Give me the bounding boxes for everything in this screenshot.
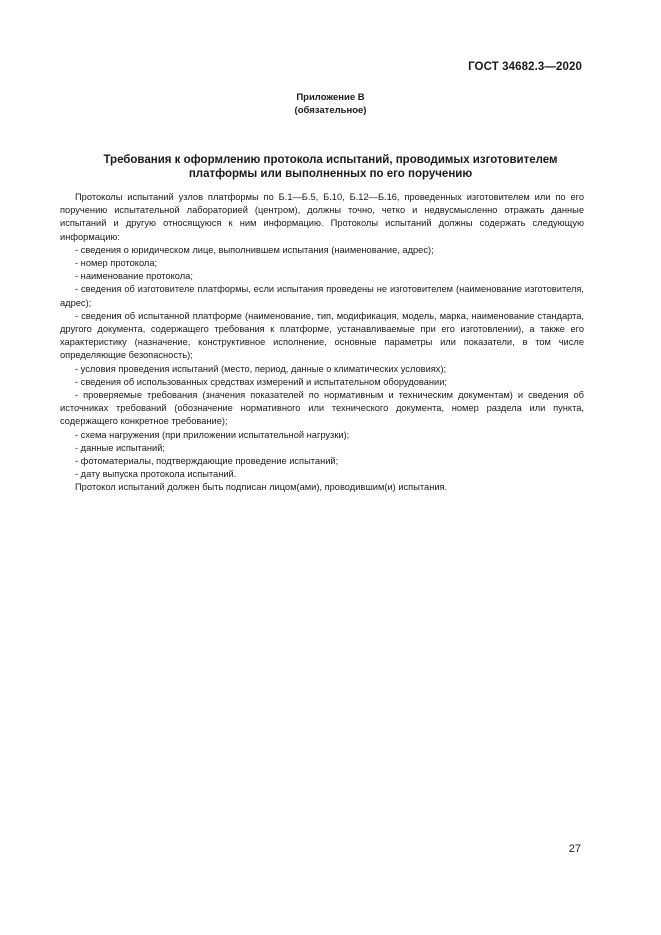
- intro-paragraph: Протоколы испытаний узлов платформы по Б.1—Б.5, Б.10, Б.12—Б.16, проведенных изготовителем или по его поручению испытательной лабораторией (центром), должны точно, четко и недвусмысленно отражать данные испытаний и другую относящуюся к ним информацию. Протоколы испытаний должны содержать следующую информацию:: [60, 192, 584, 242]
- list-item: - данные испытаний;: [75, 442, 165, 453]
- list-item: - сведения о юридическом лице, выполнившем испытания (наименование, адрес);: [75, 244, 434, 255]
- list-item: - сведения об использованных средствах измерений и испытательном оборудовании;: [75, 376, 447, 387]
- list-item: - проверяемые требования (значения показателей по нормативным и техническим документам) и сведения об источниках требований (обозначение нормативного или технического документа, номер раздела или пункта, содержащего конкретное требование);: [60, 390, 584, 427]
- list-item: - схема нагружения (при приложении испытательной нагрузки);: [75, 429, 350, 440]
- appendix-heading: [0, 91, 661, 117]
- section-title-line-1: Требования к оформлению протокола испытаний, проводимых изготовителем: [103, 154, 558, 166]
- section-title-line-2: платформы или выполненных по его поручению: [188, 168, 473, 180]
- list-item: - наименование протокола;: [75, 271, 193, 282]
- document-code: ГОСТ 34682.3—2020: [468, 61, 582, 73]
- list-item: - дату выпуска протокола испытаний.: [75, 469, 237, 480]
- appendix-status: (обязательное): [294, 105, 367, 116]
- list-item: - номер протокола;: [75, 258, 158, 269]
- list-item: - условия проведения испытаний (место, период, данные о климатических условиях);: [75, 363, 447, 374]
- body-text: [60, 191, 584, 495]
- list-item: - сведения об испытанной платформе (наименование, тип, модификация, модель, марка, наименование стандарта, другого документа, содержащего требования к платформе, устанавливаемые при его изготовлении), а также его характеристику (назначение, конструктивное исполнение, основные параметры или показатели, в том числе определяющие безопасность);: [60, 310, 584, 361]
- list-item: - сведения об изготовителе платформы, если испытания проведены не изготовителем (наименование изготовителя, адрес);: [60, 284, 584, 308]
- section-title: [60, 153, 601, 181]
- page-number: 27: [568, 843, 581, 855]
- list-item: - фотоматериалы, подтверждающие проведение испытаний;: [75, 456, 339, 467]
- appendix-label: Приложение В: [296, 92, 365, 103]
- closing-paragraph: Протокол испытаний должен быть подписан лицом(ами), проводившим(и) испытания.: [75, 482, 448, 493]
